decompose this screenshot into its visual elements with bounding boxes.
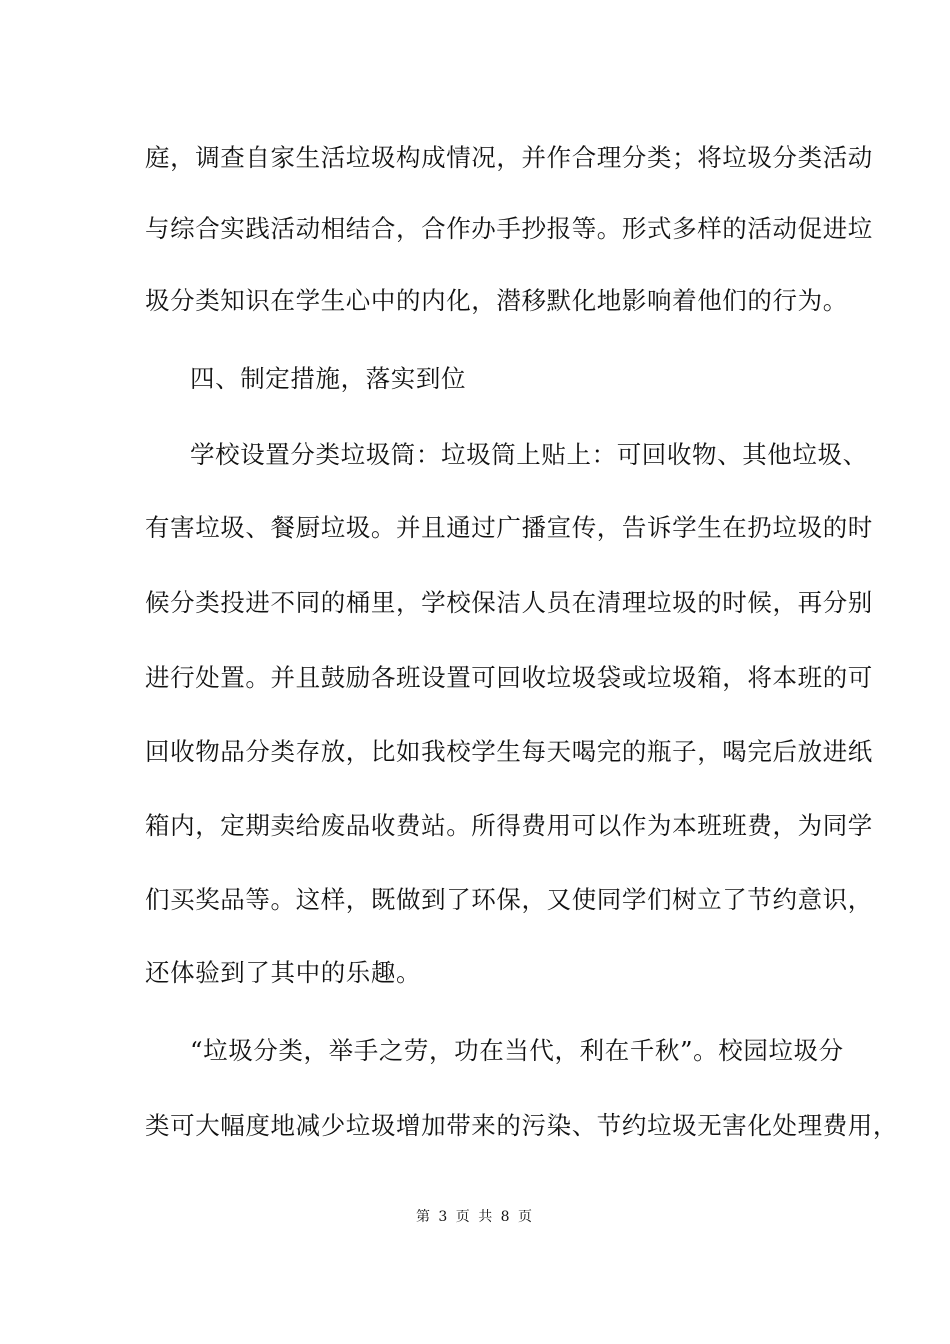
- body-line-5: 学校设置分类垃圾筒：垃圾筒上贴上：可回收物、其他垃圾、: [190, 440, 868, 469]
- body-line-6: 有害垃圾、餐厨垃圾。并且通过广播宣传，告诉学生在扔垃圾的时: [145, 513, 873, 542]
- body-line-13: “垃圾分类，举手之劳，功在当代，利在千秋”。校园垃圾分: [190, 1036, 844, 1065]
- body-line-8: 进行处置。并且鼓励各班设置可回收垃圾袋或垃圾箱，将本班的可: [145, 663, 873, 692]
- body-line-11: 们买奖品等。这样，既做到了环保，又使同学们树立了节约意识，: [145, 885, 873, 914]
- body-line-9: 回收物品分类存放，比如我校学生每天喝完的瓶子，喝完后放进纸: [145, 737, 873, 766]
- body-line-12: 还体验到了其中的乐趣。: [145, 958, 422, 987]
- body-line-10: 箱内，定期卖给废品收费站。所得费用可以作为本班班费，为同学: [145, 811, 873, 840]
- section-heading: 四、制定措施，落实到位: [190, 364, 467, 393]
- page-number-footer: 第 3 页 共 8 页: [415, 1209, 535, 1225]
- body-line-1: 庭，调查自家生活垃圾构成情况，并作合理分类；将垃圾分类活动: [145, 143, 873, 172]
- body-line-7: 候分类投进不同的桶里，学校保洁人员在清理垃圾的时候，再分别: [145, 588, 873, 617]
- body-line-2: 与综合实践活动相结合，合作办手抄报等。形式多样的活动促进垃: [145, 214, 873, 243]
- body-line-14: 类可大幅度地减少垃圾增加带来的污染、节约垃圾无害化处理费用，: [145, 1111, 898, 1140]
- body-line-3: 圾分类知识在学生心中的内化，潜移默化地影响着他们的行为。: [145, 286, 848, 315]
